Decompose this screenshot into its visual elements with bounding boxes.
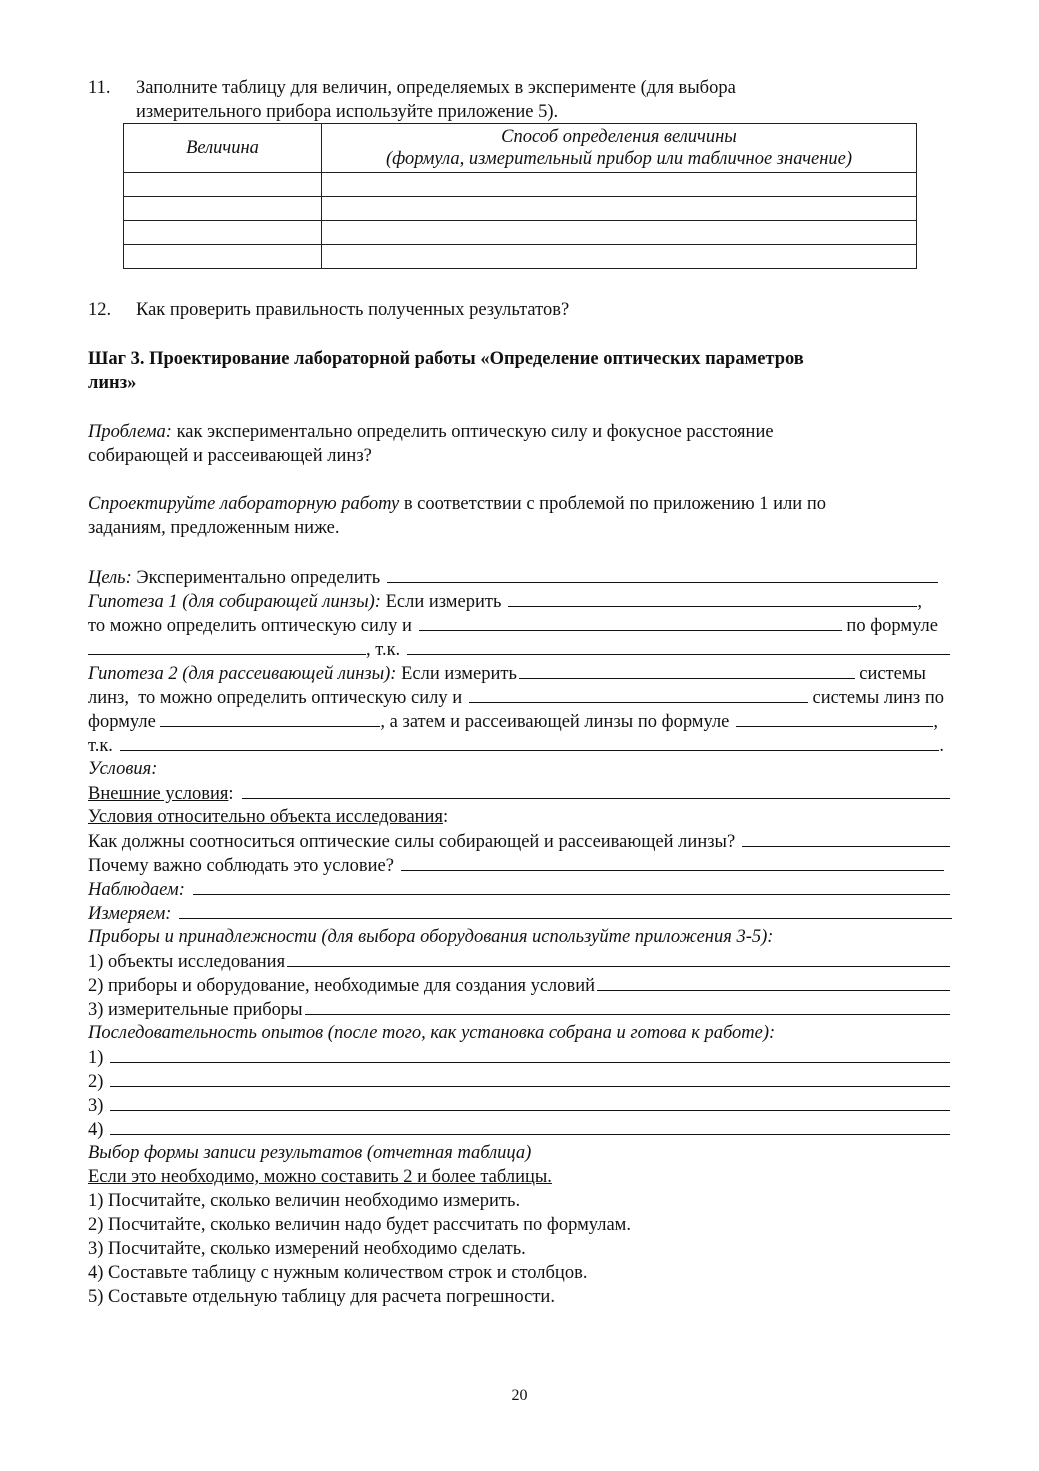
h1-text: Если измерить: [380, 592, 507, 612]
h2-blank-1[interactable]: [519, 661, 855, 679]
h2-line-4: [88, 733, 944, 757]
table-cell[interactable]: [124, 197, 322, 221]
h2-text-4b: .: [939, 736, 944, 756]
h1-blank-3[interactable]: [88, 637, 366, 655]
measure-label: Измеряем:: [88, 904, 172, 924]
h1-line-2: [88, 613, 938, 637]
step3-heading-1: Шаг 3. Проектирование лабораторной работы «Определение оптических параметров: [88, 349, 804, 369]
step3-heading-2: линз»: [88, 373, 137, 393]
problem-line-1: [88, 420, 950, 444]
object-colon: :: [442, 807, 449, 827]
measure-line: [88, 901, 952, 925]
condition-question-1-text: Как должны соотноситься оптические силы собирающей и рассеивающей линзы?: [88, 832, 740, 852]
design-italic: Спроектируйте лабораторную работу: [88, 494, 400, 514]
devices-item-1: [88, 949, 950, 973]
table-row: [124, 221, 917, 245]
design-line-2: заданиям, предложенным ниже.: [88, 518, 340, 538]
h2-text-3c: ,: [933, 712, 938, 732]
sequence-item-3-blank[interactable]: [110, 1093, 950, 1111]
q11-line-2: [136, 100, 998, 124]
external-colon: :: [228, 784, 234, 804]
condition-question-2-blank[interactable]: [401, 853, 944, 871]
external-conditions-label: Внешние условия: [88, 784, 229, 804]
observe-label: Наблюдаем:: [88, 880, 185, 900]
devices-item-1-blank[interactable]: [287, 949, 950, 967]
h1-comma: ,: [917, 592, 922, 612]
table-cell[interactable]: [322, 197, 917, 221]
h1-text-2b: по формуле: [841, 616, 938, 636]
h2-text: Если измерить: [396, 664, 517, 684]
h2-blank-4[interactable]: [736, 709, 933, 727]
devices-item-3-text: 3) измерительные приборы: [88, 1000, 303, 1020]
table-cell[interactable]: [124, 221, 322, 245]
h2-text-2b: системы линз по: [807, 688, 944, 708]
object-conditions-label: Условия относительно объекта исследования: [88, 807, 443, 827]
h2-sys: системы: [854, 664, 926, 684]
h2-blank-3[interactable]: [160, 709, 380, 727]
h2-blank-5[interactable]: [120, 733, 940, 751]
table-header-quantity: Величина: [124, 124, 322, 173]
results-step-2: 2) Посчитайте, сколько величин надо будет рассчитать по формулам.: [88, 1215, 632, 1235]
h2-blank-2[interactable]: [469, 685, 808, 703]
condition-question-2-text: Почему важно соблюдать это условие?: [88, 856, 399, 876]
h2-text-3a: формуле: [88, 712, 161, 732]
q12-line: [88, 298, 950, 322]
table-row: [124, 173, 917, 197]
devices-item-2-text: 2) приборы и оборудование, необходимые для создания условий: [88, 976, 596, 996]
table-header-method-line-1: Способ определения величины: [501, 127, 737, 147]
table-cell[interactable]: [322, 221, 917, 245]
conditions-label: Условия:: [88, 759, 158, 779]
results-note: Если это необходимо, можно составить 2 и более таблицы.: [88, 1167, 552, 1187]
sequence-item-4-blank[interactable]: [110, 1117, 950, 1135]
sequence-item-4-text: 4): [88, 1120, 109, 1140]
problem-line-2: собирающей и рассеивающей линз?: [88, 446, 372, 466]
h2-text-3b: , а затем и рассеивающей линзы по формуле: [380, 712, 735, 732]
devices-item-3-blank[interactable]: [305, 997, 950, 1015]
h2-line-3: [88, 709, 938, 733]
devices-item-3: [88, 997, 950, 1021]
table-cell[interactable]: [322, 245, 917, 269]
results-note-line: [88, 1165, 950, 1189]
condition-question-1: [88, 829, 950, 853]
page-number: 20: [511, 1387, 528, 1404]
condition-question-2: [88, 853, 944, 877]
measure-blank[interactable]: [179, 901, 952, 919]
table-row: [124, 245, 917, 269]
quantities-table: [123, 123, 917, 269]
q12-text: Как проверить правильность полученных результатов?: [136, 300, 570, 320]
h1-line-3: [88, 637, 950, 661]
devices-item-2-blank[interactable]: [597, 973, 950, 991]
sequence-item-1-blank[interactable]: [110, 1045, 950, 1063]
results-step-3: 3) Посчитайте, сколько измерений необходимо сделать.: [88, 1239, 526, 1259]
devices-label: Приборы и принадлежности (для выбора оборудования используйте приложения 3-5):: [88, 927, 774, 947]
external-conditions-line: [88, 781, 950, 805]
h1-line-1: [88, 589, 922, 613]
h2-line-1: [88, 661, 926, 685]
table-header-method-line-2: (формула, измерительный прибор или табличное значение): [385, 149, 853, 169]
table-row: [124, 197, 917, 221]
sequence-item-1-text: 1): [88, 1048, 109, 1068]
h2-label: Гипотеза 2 (для рассеивающей линзы):: [88, 664, 397, 684]
goal-line: [88, 565, 938, 589]
table-cell[interactable]: [322, 173, 917, 197]
goal-text: Экспериментально определить: [131, 568, 385, 588]
q11-text-1: Заполните таблицу для величин, определяемых в эксперименте (для выбора: [136, 78, 736, 98]
q11-number: 11.: [88, 78, 111, 98]
design-text-1: в соответствии с проблемой по приложению 1 или по: [399, 494, 826, 514]
sequence-item-2-blank[interactable]: [110, 1069, 950, 1087]
h2-text-2a: линз, то можно определить оптическую силу и: [88, 688, 467, 708]
goal-blank[interactable]: [387, 565, 938, 583]
devices-item-1-text: 1) объекты исследования: [88, 952, 286, 972]
h1-blank-1[interactable]: [508, 589, 917, 607]
results-label: Выбор формы записи результатов (отчетная таблица): [88, 1143, 532, 1163]
h2-line-2: [88, 685, 944, 709]
results-step-1: 1) Посчитайте, сколько величин необходимо измерить.: [88, 1191, 521, 1211]
results-step-5: 5) Составьте отдельную таблицу для расчета погрешности.: [88, 1287, 555, 1307]
q12-number: 12.: [88, 300, 112, 320]
external-conditions-blank[interactable]: [242, 781, 950, 799]
table-cell[interactable]: [124, 245, 322, 269]
goal-label: Цель:: [88, 568, 132, 588]
sequence-item-2: [88, 1069, 950, 1093]
sequence-item-3: [88, 1093, 950, 1117]
table-cell[interactable]: [124, 173, 322, 197]
problem-text-1: как экспериментально определить оптическую силу и фокусное расстояние: [171, 422, 774, 442]
observe-line: [88, 877, 950, 901]
condition-question-1-blank[interactable]: [742, 829, 950, 847]
table-header-method: [322, 124, 917, 173]
observe-blank[interactable]: [193, 877, 950, 895]
h1-text-3: , т.к.: [366, 640, 405, 660]
sequence-item-1: [88, 1045, 950, 1069]
h1-label: Гипотеза 1 (для собирающей линзы):: [88, 592, 381, 612]
sequence-item-2-text: 2): [88, 1072, 109, 1092]
table-header-row: [124, 124, 917, 173]
h1-text-2a: то можно определить оптическую силу и: [88, 616, 417, 636]
q11-text-2: измерительного прибора используйте приложение 5).: [136, 102, 559, 122]
design-line-1: [88, 492, 950, 516]
h1-blank-4[interactable]: [407, 637, 950, 655]
sequence-item-3-text: 3): [88, 1096, 109, 1116]
results-step-4: 4) Составьте таблицу с нужным количеством строк и столбцов.: [88, 1263, 588, 1283]
h2-text-4a: т.к.: [88, 736, 118, 756]
sequence-label: Последовательность опытов (после того, как установка собрана и готова к работе):: [88, 1023, 776, 1043]
object-conditions-line: [88, 805, 950, 829]
devices-item-2: [88, 973, 950, 997]
h1-blank-2[interactable]: [419, 613, 842, 631]
sequence-item-4: [88, 1117, 950, 1141]
q11-line-1: [88, 76, 950, 100]
problem-label: Проблема:: [88, 422, 172, 442]
